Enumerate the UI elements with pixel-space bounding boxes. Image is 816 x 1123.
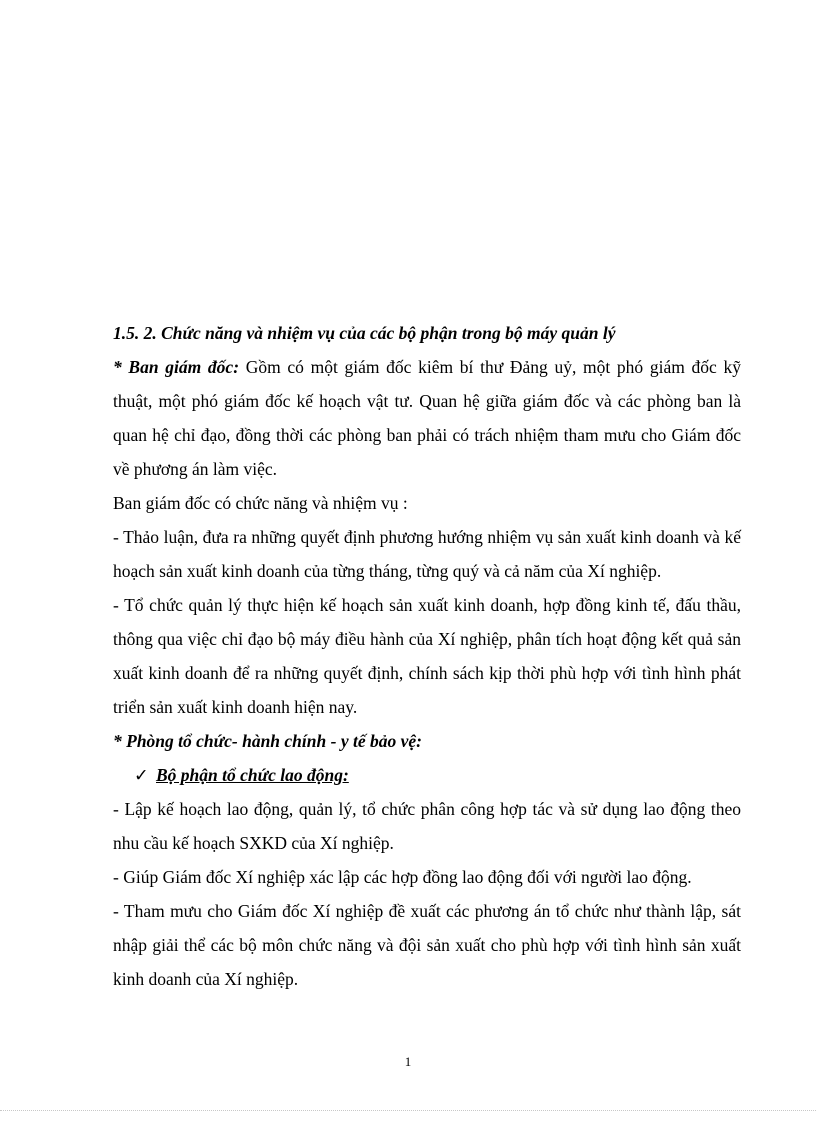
- paragraph-duties-intro: Ban giám đốc có chức năng và nhiệm vụ :: [113, 493, 408, 513]
- paragraph-task-2: - Giúp Giám đốc Xí nghiệp xác lập các hợp đồng lao động đối với người lao động.: [113, 867, 692, 887]
- phong-to-chuc-heading: * Phòng tổ chức- hành chính - y tế bảo vệ:: [113, 731, 422, 751]
- paragraph-duty-2: - Tổ chức quản lý thực hiện kế hoạch sản xuất kinh doanh, hợp đồng kinh tế, đấu thầu, thông qua việc chỉ đạo bộ máy điều hành của Xí nghiệp, phân tích hoạt động kết quả sản xuất kinh doanh để ra những quyết định, chính sách kịp thời phù hợp với tình hình phát triển sản xuất kinh doanh hiện nay.: [113, 595, 741, 717]
- paragraph-task-3: - Tham mưu cho Giám đốc Xí nghiệp đề xuất các phương án tổ chức như thành lập, sát nhập giải thể các bộ môn chức năng và đội sản xuất cho phù hợp với tình hình sản xuất kinh doanh của Xí nghiệp.: [113, 901, 741, 989]
- checkmark-icon: ✓: [134, 765, 149, 785]
- document-body: [113, 316, 741, 996]
- ban-giam-doc-text: Gồm có một giám đốc kiêm bí thư Đảng uỷ, một phó giám đốc kỹ thuật, một phó giám đốc kế hoạch vật tư. Quan hệ giữa giám đốc và các phòng ban là quan hệ chỉ đạo, đồng thời các phòng ban phải có trách nhiệm tham mưu cho Giám đốc về phương án làm việc.: [113, 357, 741, 479]
- page-bottom-divider: [0, 1110, 816, 1111]
- ban-giam-doc-paragraph: [113, 350, 741, 486]
- paragraph-duty-1: - Thảo luận, đưa ra những quyết định phương hướng nhiệm vụ sản xuất kinh doanh và kế hoạch sản xuất kinh doanh của từng tháng, từng quý và cả năm của Xí nghiệp.: [113, 527, 741, 581]
- section-heading: 1.5. 2. Chức năng và nhiệm vụ của các bộ phận trong bộ máy quản lý: [113, 323, 616, 343]
- bo-phan-to-chuc-label: Bộ phận tổ chức lao động:: [156, 765, 349, 785]
- ban-giam-doc-label: * Ban giám đốc:: [113, 357, 240, 377]
- bo-phan-to-chuc-heading: [113, 758, 741, 792]
- paragraph-task-1: - Lập kế hoạch lao động, quản lý, tổ chức phân công hợp tác và sử dụng lao động theo nhu cầu kế hoạch SXKD của Xí nghiệp.: [113, 799, 741, 853]
- page-number: 1: [404, 1054, 412, 1069]
